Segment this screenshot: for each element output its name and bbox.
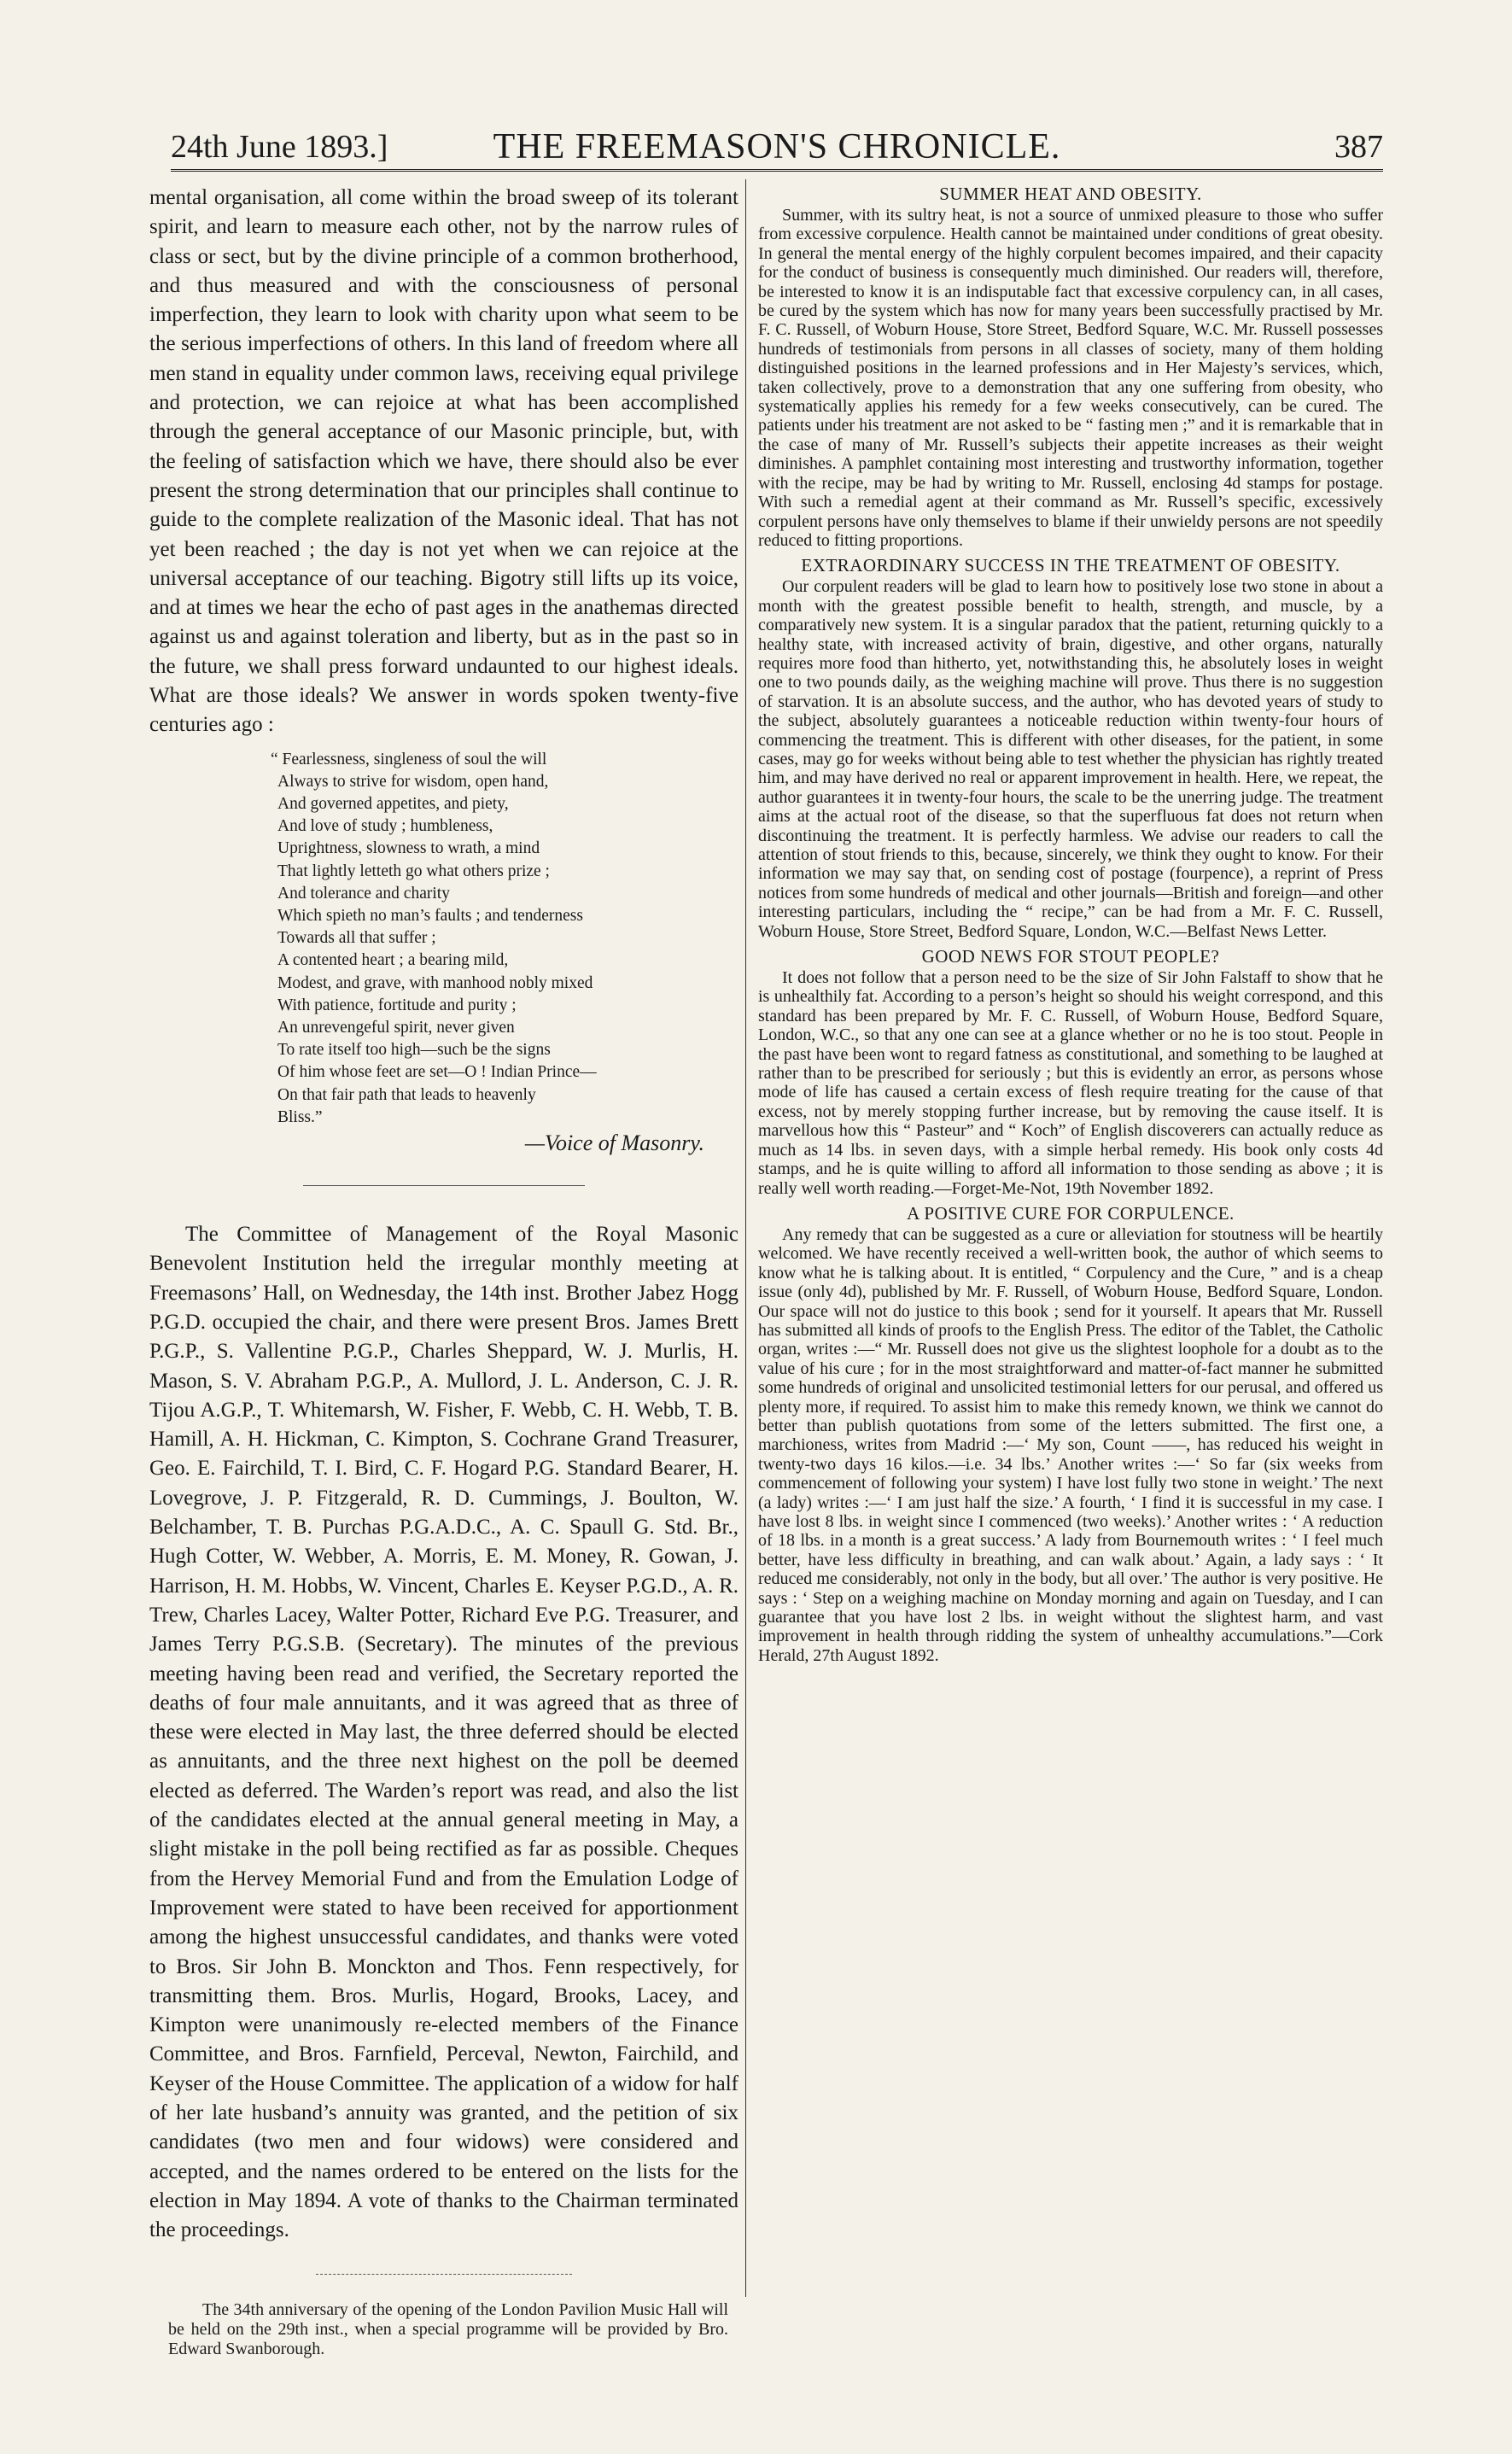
poem-line: Uprightness, slowness to wrath, a mind [277,839,540,858]
page-number: 387 [1334,129,1383,165]
poem-line: And tolerance and charity [277,884,450,903]
poem-line: And governed appetites, and piety, [277,795,509,814]
section-separator [316,2274,572,2275]
essay-continuation: mental organisation, all come within the broad sweep of its tolerant spirit, and learn to measure each other, not by the narrow rules of class or sect, but by the divine principle of a common brotherhood, and thus measured and with the consciousness of personal imperfection, they learn to look with charity upon what seem to be the serious imperfections of others. In this land of freedom where all men stand in equality under common laws, receiving equal privilege and protection, we can rejoice at what has been accomplished through the general acceptance of our Masonic principle, but, with the feeling of satisfaction which we have, there should also be ever present the strong determination that our principles shall continue to guide to the complete realization of the Masonic ideal. That has not yet been reached ; the day is not yet when we can rejoice at the universal acceptance of our teaching. Bigotry still lifts up its voice, and at times we hear the echo of past ages in the anathemas directed against us and against toleration and liberty, but as in the past so in the future, we shall press forward undaunted to our highest ideals. What are those ideals? We answer in words spoken twenty-five centuries ago : [149,186,738,737]
heading-good-news: GOOD NEWS FOR STOUT PEOPLE? [921,946,1220,967]
poem-line: With patience, fortitude and purity ; [277,996,517,1014]
committee-report: The Committee of Management of the Royal Masonic Benevolent Institution held the irregular monthly meeting at Freemasons’ Hall, on Wednesday, the 14th inst. Brother Jabez Hogg P.G.D. occupied the chair, and there were present Bros. James Brett P.G.P., S. Vallentine P.G.P., Charles Sheppard, W. J. Murlis, H. Mason, S. V. Abraham P.G.P., A. Mullord, J. L. Anderson, C. J. R. Tijou A.G.P., T. Whitemarsh, W. Fisher, F. Webb, C. H. Webb, T. B. Hamill, A. H. Hickman, C. Kimpton, S. Cochrane Grand Treasurer, Geo. E. Fairchild, T. I. Bird, C. F. Hogard P.G. Standard Bearer, H. Lovegrove, J. P. Fitzgerald, R. D. Cummings, J. Boulton, W. Belchamber, T. B. Purchas P.G.A.D.C., A. C. Spaull G. Std. Br., Hugh Cotter, W. Webber, A. Morris, E. M. Money, R. Gowan, J. Harrison, H. M. Hobbs, W. Vincent, Charles E. Keyser P.G.D., A. R. Trew, Charles Lacey, Walter Potter, Richard Eve P.G. Treasurer, and James Terry P.G.S.B. (Secretary). The minutes of the previous meeting having been read and verified, the Secretary reported the deaths of four male annuitants, and it was agreed that as three of these were elected in May last, the three deferred should be elected as annuitants, and the three next highest on the poll be deemed elected as deferred. The Warden’s report was read, and also the list of the candidates elected at the annual general meeting in May, a slight mistake in the poll being rectified as far as possible. Cheques from the Hervey Memorial Fund and from the Emulation Lodge of Improvement were stated to have been received for apportionment among the highest unsuccessful candidates, and thanks were voted to Bros. Sir John B. Monckton and Thos. Fenn respectively, for transmitting them. Bros. Murlis, Hogard, Brooks, Lacey, and Kimpton were unanimously re-elected members of the Finance Committee, and Bros. Farnfield, Perceval, Newton, Fairchild, and Keyser of the House Committee. The application of a widow for half of her late husband’s annuity was granted, and the petition of six candidates (two men and four widows) were considered and accepted, and the names ordered to be entered on the lists for the election in May 1894. A vote of thanks to the Chairman terminated the proceedings. [149,1223,738,2242]
header-rule [171,169,1383,172]
poem-line: Towards all that suffer ; [277,929,436,948]
heading-summer-heat: SUMMER HEAT AND OBESITY. [939,184,1202,204]
heading-extraordinary-success: EXTRAORDINARY SUCCESS IN THE TREATMENT OF OBESITY. [801,555,1340,576]
heading-positive-cure: A POSITIVE CURE FOR CORPULENCE. [907,1202,1235,1224]
poem-line: A contented heart ; a bearing mild, [277,951,509,970]
poem-line: To rate itself too high—such be the signs [277,1041,551,1060]
poem-line: Always to strive for wisdom, open hand, [277,772,549,791]
right-column [758,184,1383,1665]
poem-line: “ Fearlessness, singleness of soul the will [271,750,547,768]
pavilion-notice: The 34th anniversary of the opening of the London Pavilion Music Hall will be held on the 29th inst., when a special programme will be provided by Bro. Edward Swanborough. [168,2300,728,2359]
poem [271,749,738,1129]
poem-line: And love of study ; humbleness, [277,817,493,836]
poem-line: Bliss.” [277,1107,323,1126]
article-summer-heat: Summer, with its sultry heat, is not a source of unmixed pleasure to those who suffer from excessive corpulence. Health cannot be maintained under conditions of great obesity. In general the mental energy of the highly corpulent becomes impaired, and their capacity for the conduct of business is consequently much diminished. Our readers will, therefore, be interested to know it is an indisputable fact that excessive corpulency can, in all cases, be cured by the system which has now for many years been successfully practised by Mr. F. C. Russell, of Woburn House, Store Street, Bedford Square, W.C. Mr. Russell possesses hundreds of testimonials from persons in all classes of society, many of them holding distinguished positions in the learned professions and in Her Majesty’s services, which, taken collectively, prove to a demonstration that any one suffering from obesity, who systematically applies his remedy for a few weeks consecutively, can be cured. The patients under his treatment are not asked to be “ fasting men ;” and it is remarkable that in the case of many of Mr. Russell’s subjects their appetite increases as their weight diminishes. A pamphlet containing most interesting and trustworthy information, together with the recipe, may be had by writing to Mr. Russell, enclosing 4d stamps for postage. With such a remedial agent at their command as Mr. Russell’s specific, excessively corpulent persons have only themselves to blame if their unwieldy persons are not speedily reduced to fitting proportions. [758,206,1383,550]
section-separator [303,1185,585,1186]
poem-line: Of him whose feet are set—O ! Indian Prince— [277,1063,597,1082]
left-column [149,184,738,2359]
poem-line: That lightly letteth go what others prize ; [277,862,550,880]
poem-line: Which spieth no man’s faults ; and tenderness [277,907,583,926]
publication-title: THE FREEMASON'S CHRONICLE. [493,127,1061,167]
article-positive-cure: Any remedy that can be suggested as a cure or alleviation for stoutness will be heartily welcomed. We have recently received a well-written book, the author of which seems to know what he is talking about. It is entitled, “ Corpulency and the Cure, ” and is a cheap issue (only 4d), published by Mr. F. Russell, of Woburn House, Bedford Square, London. Our space will not do justice to this book ; send for it yourself. It apears that Mr. Russell has submitted all kinds of proofs to the English Press. The editor of the Tablet, the Catholic organ, writes :—“ Mr. Russell does not give us the slightest loophole for a doubt as to the value of his cure ; for in the most straightforward and matter-of-fact manner he submitted some hundreds of original and unsolicited testimonial letters for our perusal, and offered us plenty more, if required. To assist him to make this remedy known, we think we cannot do better than publish quotations from some of the letters submitted. The first one, a marchioness, writes from Madrid :—‘ My son, Count ——, has reduced his weight in twenty-two days 16 kilos.—i.e. 34 lbs.’ Another writes :—‘ So far (six weeks from commencement of following your system) I have lost fully two stone in weight.’ The next (a lady) writes :—‘ I am just half the size.’ A fourth, ‘ I find it is successful in my case. I have lost 8 lbs. in weight since I commenced (two weeks).’ Another writes : ‘ A reduction of 18 lbs. in a month is a great success.’ A lady from Bournemouth writes : ‘ I feel much better, have less difficulty in breathing, and can walk about.’ Again, a lady says : ‘ It reduced me considerably, not only in the body, but all over.’ The author is very positive. He says : ‘ Step on a weighing machine on Monday morning and again on Tuesday, and I can guarantee that you have lost 2 lbs. in weight without the slightest harm, and vast improvement in health through ridding the system of unhealthy accumulations.”—Cork Herald, 27th August 1892. [758,1224,1383,1665]
article-extraordinary-success: Our corpulent readers will be glad to learn how to positively lose two stone in about a month with the greatest possible benefit to health, strength, and muscle, by a comparatively new system. It is a singular paradox that the patient, returning quickly to a healthy state, with increased activity of brain, digestive, and other organs, naturally requires more food than hitherto, yet, notwithstanding this, he absolutely loses in weight one to two pounds daily, as the weighing machine will prove. Thus there is no suggestion of starvation. It is an absolute success, and the author, who has devoted years of study to the subject, absolutely guarantees a noticeable reduction within twenty-four hours of commencing the treatment. This is different with other diseases, for the patient, in some cases, may go for weeks without being able to test whether the physician has rightly treated him, and may have derived no real or apparent improvement in health. Here, we repeat, the author guarantees it in twenty-four hours, the scale to be the unerring judge. The treatment aims at the actual root of the disease, so that the superfluous fat does not return when discontinuing the treatment. It is perfectly harmless. We advise our readers to call the attention of stout friends to this, because, sincerely, we think they ought to know. For their information we may say that, on sending cost of postage (fourpence), a reprint of Press notices from some hundreds of medical and other journals—British and foreign—and other interesting particulars, including the “ recipe,” can be had from a Mr. F. C. Russell, Woburn House, Store Street, Bedford Square, London, W.C.—Belfast News Letter. [758,577,1384,941]
poem-line: On that fair path that leads to heavenly [277,1085,536,1104]
issue-date: 24th June 1893.] [171,129,388,165]
masthead [171,120,1383,171]
column-divider [745,179,746,2297]
article-good-news: It does not follow that a person need to be the size of Sir John Falstaff to show that he is unhealthily fat. According to a person’s height so should his weight correspond, and this standard has been prepared by Mr. F. C. Russell, of Woburn House, Bedford Square, London, W.C., so that any one can see at a glance whether or no he is too stout. People in the past have been wont to regard fatness as constitutional, and something to be laughed at rather than to be prescribed for seriously ; but this is evidently an error, as persons whose mode of life has caused a certain excess of flesh require treating for the cause of that excess, not by merely stopping further increase, but by removing the cause itself. It is marvellous how this “ Pasteur” and “ Koch” of English discoverers can actually reduce as much as 14 lbs. in seven days, with a simple herbal remedy. His book only costs 4d stamps, and he is quite willing to afford all information to those sending as above ; it is really well worth reading.—Forget-Me-Not, 19th November 1892. [758,968,1383,1198]
poem-line: Modest, and grave, with manhood nobly mixed [277,973,593,992]
poem-line: An unrevengeful spirit, never given [277,1019,515,1037]
poem-attribution: —Voice of Masonry. [524,1131,704,1156]
